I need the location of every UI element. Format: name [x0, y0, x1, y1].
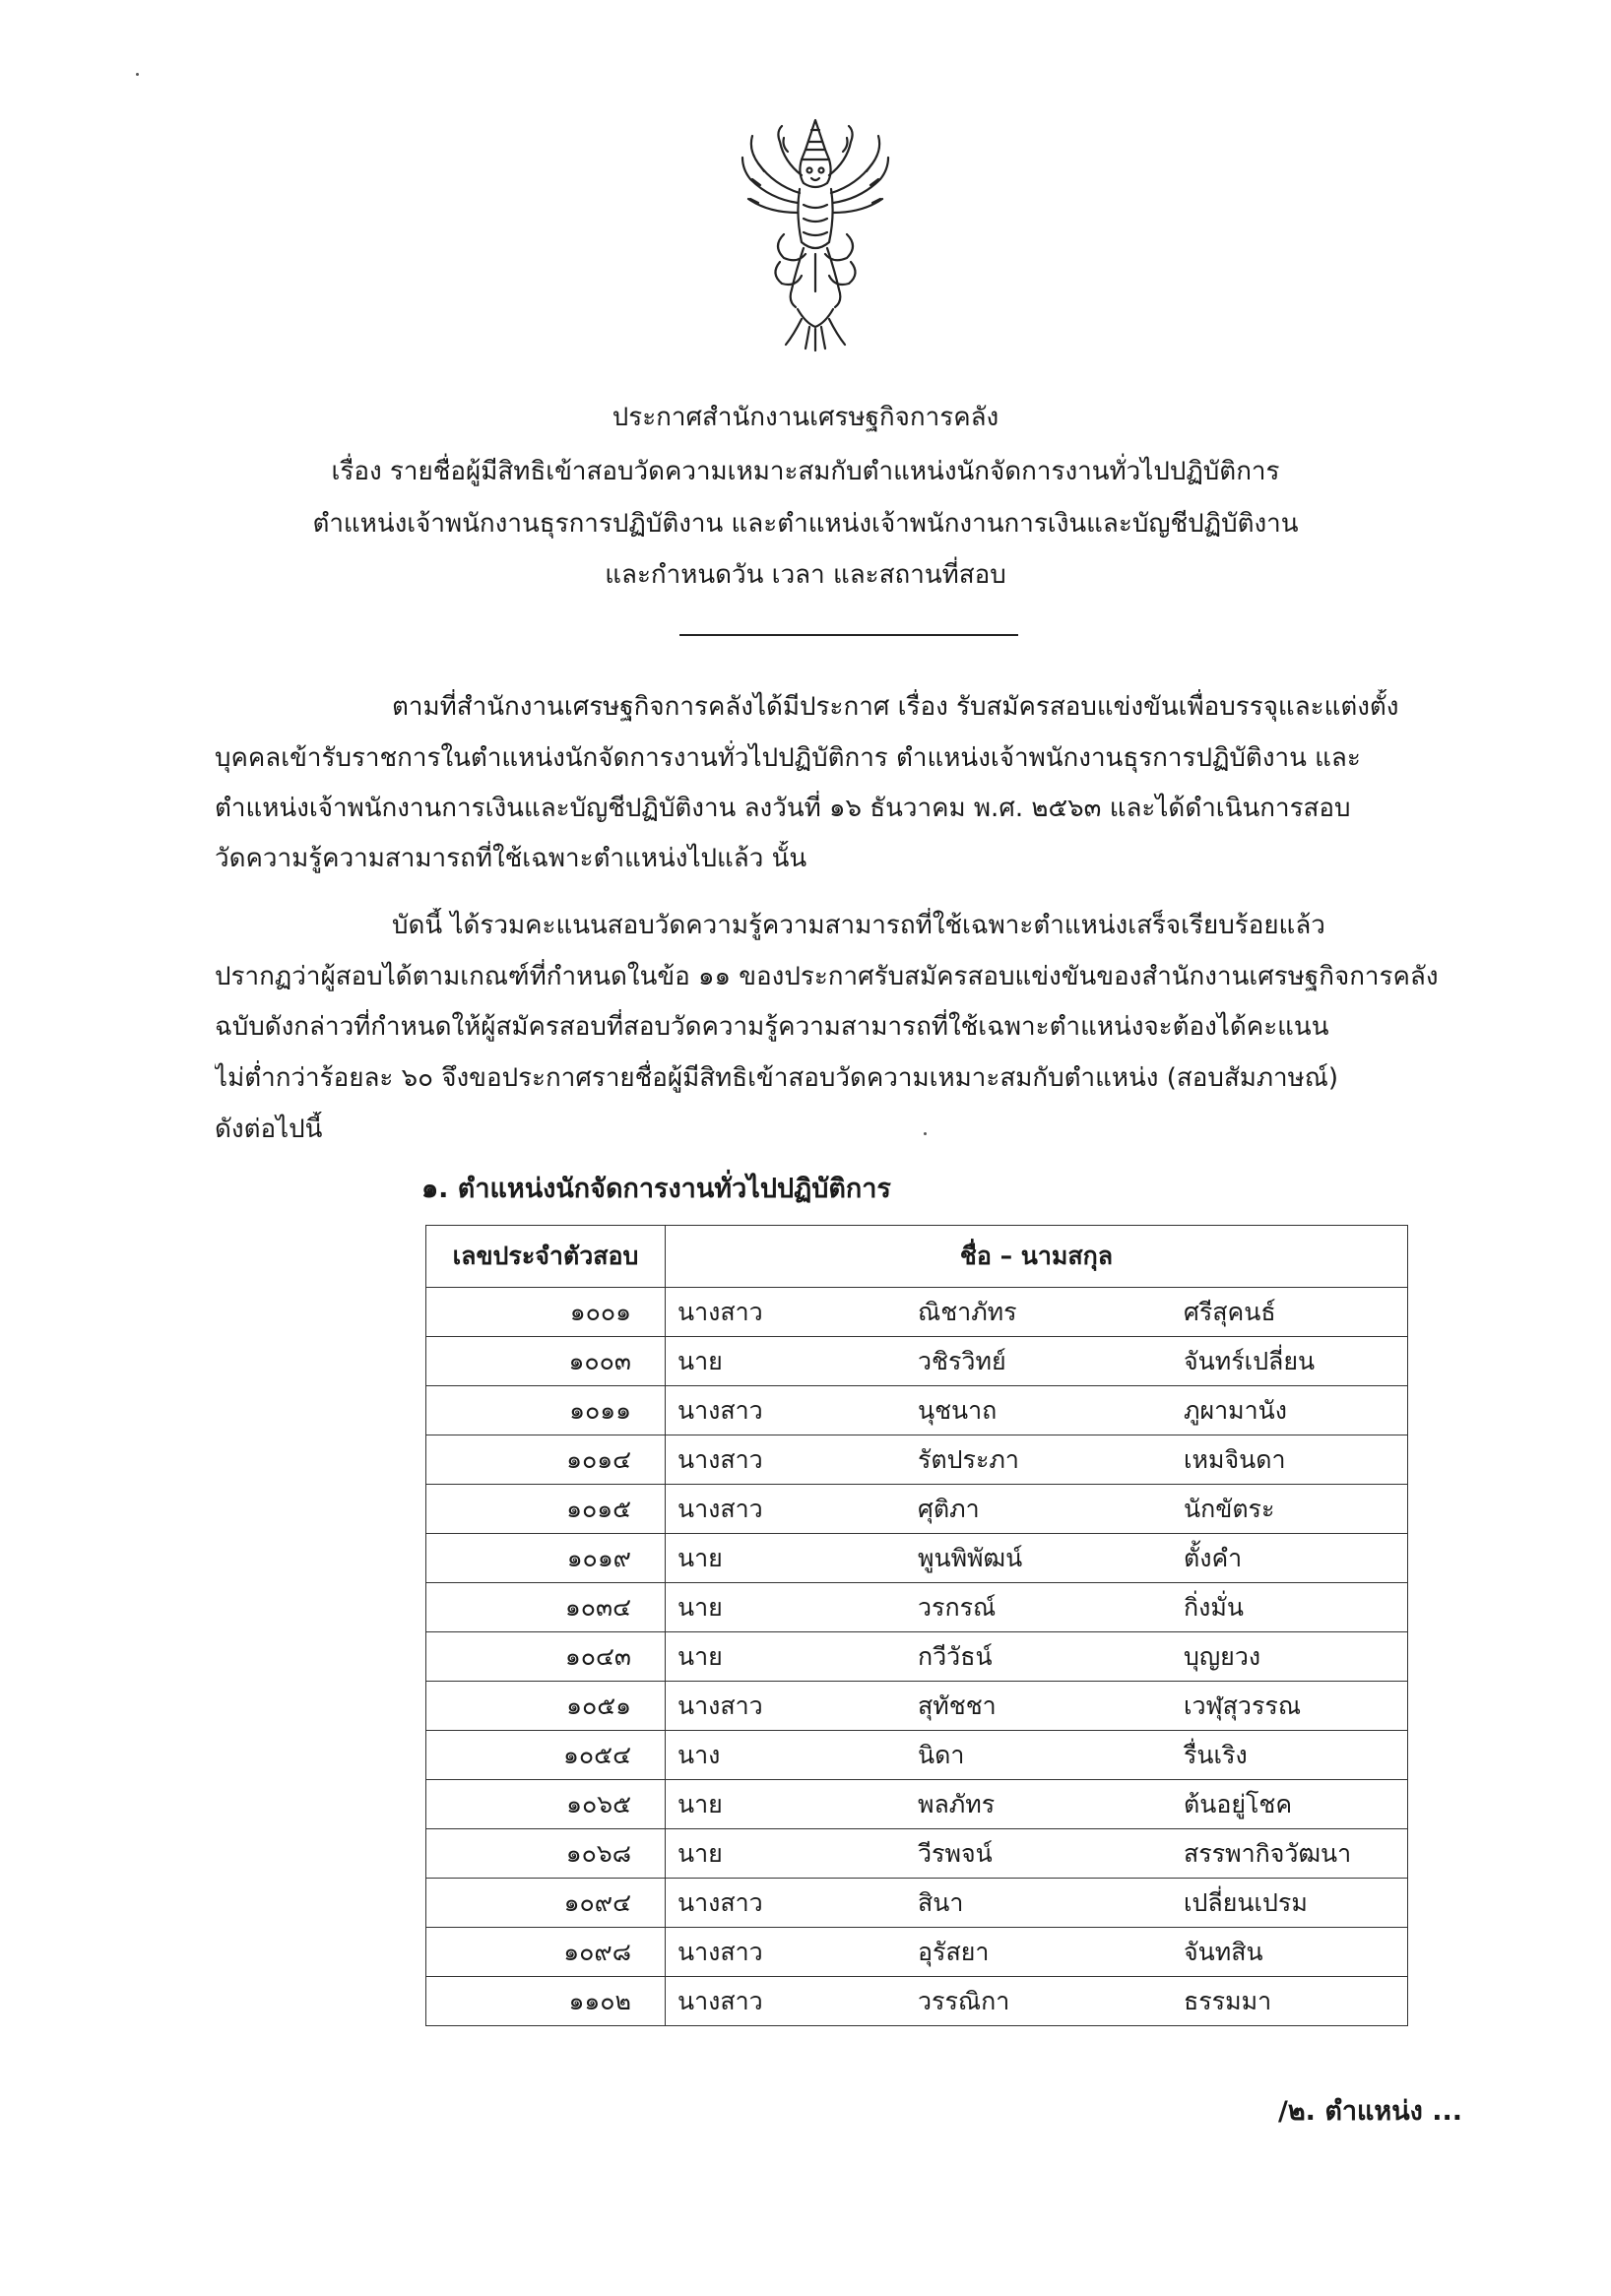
- page-continuation: /๒. ตำแหน่ง ...: [1278, 2096, 1463, 2127]
- exam-id-cell: ๑๐๑๙: [426, 1534, 666, 1583]
- last-name-cell: บุญยวง: [1172, 1632, 1408, 1682]
- table-row: [426, 1731, 1408, 1780]
- exam-id-cell: ๑๐๓๔: [426, 1583, 666, 1632]
- title-cell: นางสาว: [666, 1879, 907, 1928]
- exam-id-cell: ๑๐๕๔: [426, 1731, 666, 1780]
- title-cell: นาย: [666, 1534, 907, 1583]
- candidate-table: [425, 1225, 1408, 2026]
- first-name-cell: อุรัสยา: [906, 1928, 1172, 1977]
- last-name-cell: เหมจินดา: [1172, 1435, 1408, 1485]
- paragraph2-line-5: ดังต่อไปนี้: [215, 1115, 323, 1144]
- title-cell: นาง: [666, 1731, 907, 1780]
- paragraph2-line-4: ไม่ต่ำกว่าร้อยละ ๖๐ จึงขอประกาศรายชื่อผู้มีสิทธิเข้าสอบวัดความเหมาะสมกับตำแหน่ง (สอบสัมภาษณ์): [215, 1063, 1339, 1093]
- first-name-cell: สินา: [906, 1879, 1172, 1928]
- title-cell: นางสาว: [666, 1977, 907, 2026]
- paragraph1-line-3: ตำแหน่งเจ้าพนักงานการเงินและบัญชีปฏิบัติงาน ลงวันที่ ๑๖ ธันวาคม พ.ศ. ๒๕๖๓ และได้ดำเนินการสอบ: [215, 794, 1351, 823]
- column-header-full-name: ชื่อ – นามสกุล: [666, 1226, 1408, 1288]
- last-name-cell: ภูผามานัง: [1172, 1386, 1408, 1435]
- table-row: [426, 1288, 1408, 1337]
- exam-id-cell: ๑๐๙๔: [426, 1879, 666, 1928]
- exam-id-cell: ๑๐๙๘: [426, 1928, 666, 1977]
- table-row: [426, 1485, 1408, 1534]
- last-name-cell: ธรรมมา: [1172, 1977, 1408, 2026]
- last-name-cell: ต้นอยู่โชค: [1172, 1780, 1408, 1829]
- exam-id-cell: ๑๐๐๑: [426, 1288, 666, 1337]
- exam-id-cell: ๑๐๕๑: [426, 1682, 666, 1731]
- table-row: [426, 1386, 1408, 1435]
- last-name-cell: รื่นเริง: [1172, 1731, 1408, 1780]
- last-name-cell: นักขัตระ: [1172, 1485, 1408, 1534]
- title-cell: นางสาว: [666, 1928, 907, 1977]
- first-name-cell: กวีวัธน์: [906, 1632, 1172, 1682]
- last-name-cell: เวฬุสุวรรณ: [1172, 1682, 1408, 1731]
- table-row: [426, 1534, 1408, 1583]
- exam-id-cell: ๑๑๐๒: [426, 1977, 666, 2026]
- title-cell: นางสาว: [666, 1386, 907, 1435]
- last-name-cell: สรรพากิจวัฒนา: [1172, 1829, 1408, 1879]
- scan-speck: [924, 1132, 927, 1135]
- table-row: [426, 1829, 1408, 1879]
- first-name-cell: นิดา: [906, 1731, 1172, 1780]
- exam-id-cell: ๑๐๖๘: [426, 1829, 666, 1879]
- title-cell: นาย: [666, 1780, 907, 1829]
- last-name-cell: เปลี่ยนเปรม: [1172, 1879, 1408, 1928]
- table-row: [426, 1583, 1408, 1632]
- paragraph1-line-2: บุคคลเข้ารับราชการในตำแหน่งนักจัดการงานทั่วไปปฏิบัติการ ตำแหน่งเจ้าพนักงานธุรการปฏิบัติงาน และ: [215, 743, 1361, 773]
- scan-speck: [136, 73, 139, 76]
- subject-line-2: ตำแหน่งเจ้าพนักงานธุรการปฏิบัติงาน และตำแหน่งเจ้าพนักงานการเงินและบัญชีปฏิบัติงาน: [312, 509, 1299, 539]
- first-name-cell: วรรณิกา: [906, 1977, 1172, 2026]
- exam-id-cell: ๑๐๐๓: [426, 1337, 666, 1386]
- last-name-cell: ศรีสุคนธ์: [1172, 1288, 1408, 1337]
- table-header-row: [426, 1226, 1408, 1288]
- table-row: [426, 1435, 1408, 1485]
- last-name-cell: จันทร์เปลี่ยน: [1172, 1337, 1408, 1386]
- first-name-cell: ศุติภา: [906, 1485, 1172, 1534]
- first-name-cell: พูนพิพัฒน์: [906, 1534, 1172, 1583]
- table-row: [426, 1780, 1408, 1829]
- title-cell: นาย: [666, 1583, 907, 1632]
- first-name-cell: สุทัชชา: [906, 1682, 1172, 1731]
- section1-title: ๑. ตำแหน่งนักจัดการงานทั่วไปปฏิบัติการ: [421, 1174, 891, 1204]
- last-name-cell: จันทสิน: [1172, 1928, 1408, 1977]
- table-row: [426, 1977, 1408, 2026]
- first-name-cell: วรกรณ์: [906, 1583, 1172, 1632]
- title-cell: นางสาว: [666, 1288, 907, 1337]
- subject-line-1: เรื่อง รายชื่อผู้มีสิทธิเข้าสอบวัดความเหมาะสมกับตำแหน่งนักจัดการงานทั่วไปปฏิบัติการ: [331, 457, 1280, 486]
- last-name-cell: ตั้งคำ: [1172, 1534, 1408, 1583]
- table-body: [426, 1288, 1408, 2026]
- paragraph1-line-1: ตามที่สำนักงานเศรษฐกิจการคลังได้มีประกาศ เรื่อง รับสมัครสอบแข่งขันเพื่อบรรจุและแต่งตั้ง: [392, 692, 1399, 722]
- first-name-cell: วีรพจน์: [906, 1829, 1172, 1879]
- first-name-cell: พลภัทร: [906, 1780, 1172, 1829]
- title-cell: นางสาว: [666, 1435, 907, 1485]
- table-row: [426, 1682, 1408, 1731]
- table-row: [426, 1928, 1408, 1977]
- column-header-exam-id: เลขประจำตัวสอบ: [426, 1226, 666, 1288]
- title-cell: นาย: [666, 1829, 907, 1879]
- first-name-cell: ณิชาภัทร: [906, 1288, 1172, 1337]
- table-row: [426, 1632, 1408, 1682]
- paragraph2-line-1: บัดนี้ ได้รวมคะแนนสอบวัดความรู้ความสามารถที่ใช้เฉพาะตำแหน่งเสร็จเรียบร้อยแล้ว: [392, 911, 1325, 940]
- paragraph1-line-4: วัดความรู้ความสามารถที่ใช้เฉพาะตำแหน่งไปแล้ว นั้น: [215, 844, 807, 873]
- last-name-cell: กิ่งมั่น: [1172, 1583, 1408, 1632]
- exam-id-cell: ๑๐๖๕: [426, 1780, 666, 1829]
- table-row: [426, 1879, 1408, 1928]
- first-name-cell: นุชนาถ: [906, 1386, 1172, 1435]
- announcement-title: ประกาศสำนักงานเศรษฐกิจการคลัง: [612, 403, 999, 432]
- subject-line-3: และกำหนดวัน เวลา และสถานที่สอบ: [605, 560, 1006, 590]
- exam-id-cell: ๑๐๑๕: [426, 1485, 666, 1534]
- title-cell: นาย: [666, 1632, 907, 1682]
- paragraph2-line-2: ปรากฏว่าผู้สอบได้ตามเกณฑ์ที่กำหนดในข้อ ๑๑ ของประกาศรับสมัครสอบแข่งขันของสำนักงานเศรษฐกิจการคลัง: [215, 962, 1439, 991]
- paragraph2-line-3: ฉบับดังกล่าวที่กำหนดให้ผู้สมัครสอบที่สอบวัดความรู้ความสามารถที่ใช้เฉพาะตำแหน่งจะต้องได้คะแนน: [215, 1012, 1329, 1042]
- exam-id-cell: ๑๐๑๑: [426, 1386, 666, 1435]
- title-divider: [679, 634, 1018, 636]
- garuda-emblem-icon: [737, 116, 894, 352]
- first-name-cell: รัตประภา: [906, 1435, 1172, 1485]
- title-cell: นางสาว: [666, 1682, 907, 1731]
- title-cell: นางสาว: [666, 1485, 907, 1534]
- exam-id-cell: ๑๐๔๓: [426, 1632, 666, 1682]
- first-name-cell: วชิรวิทย์: [906, 1337, 1172, 1386]
- title-cell: นาย: [666, 1337, 907, 1386]
- exam-id-cell: ๑๐๑๔: [426, 1435, 666, 1485]
- table-row: [426, 1337, 1408, 1386]
